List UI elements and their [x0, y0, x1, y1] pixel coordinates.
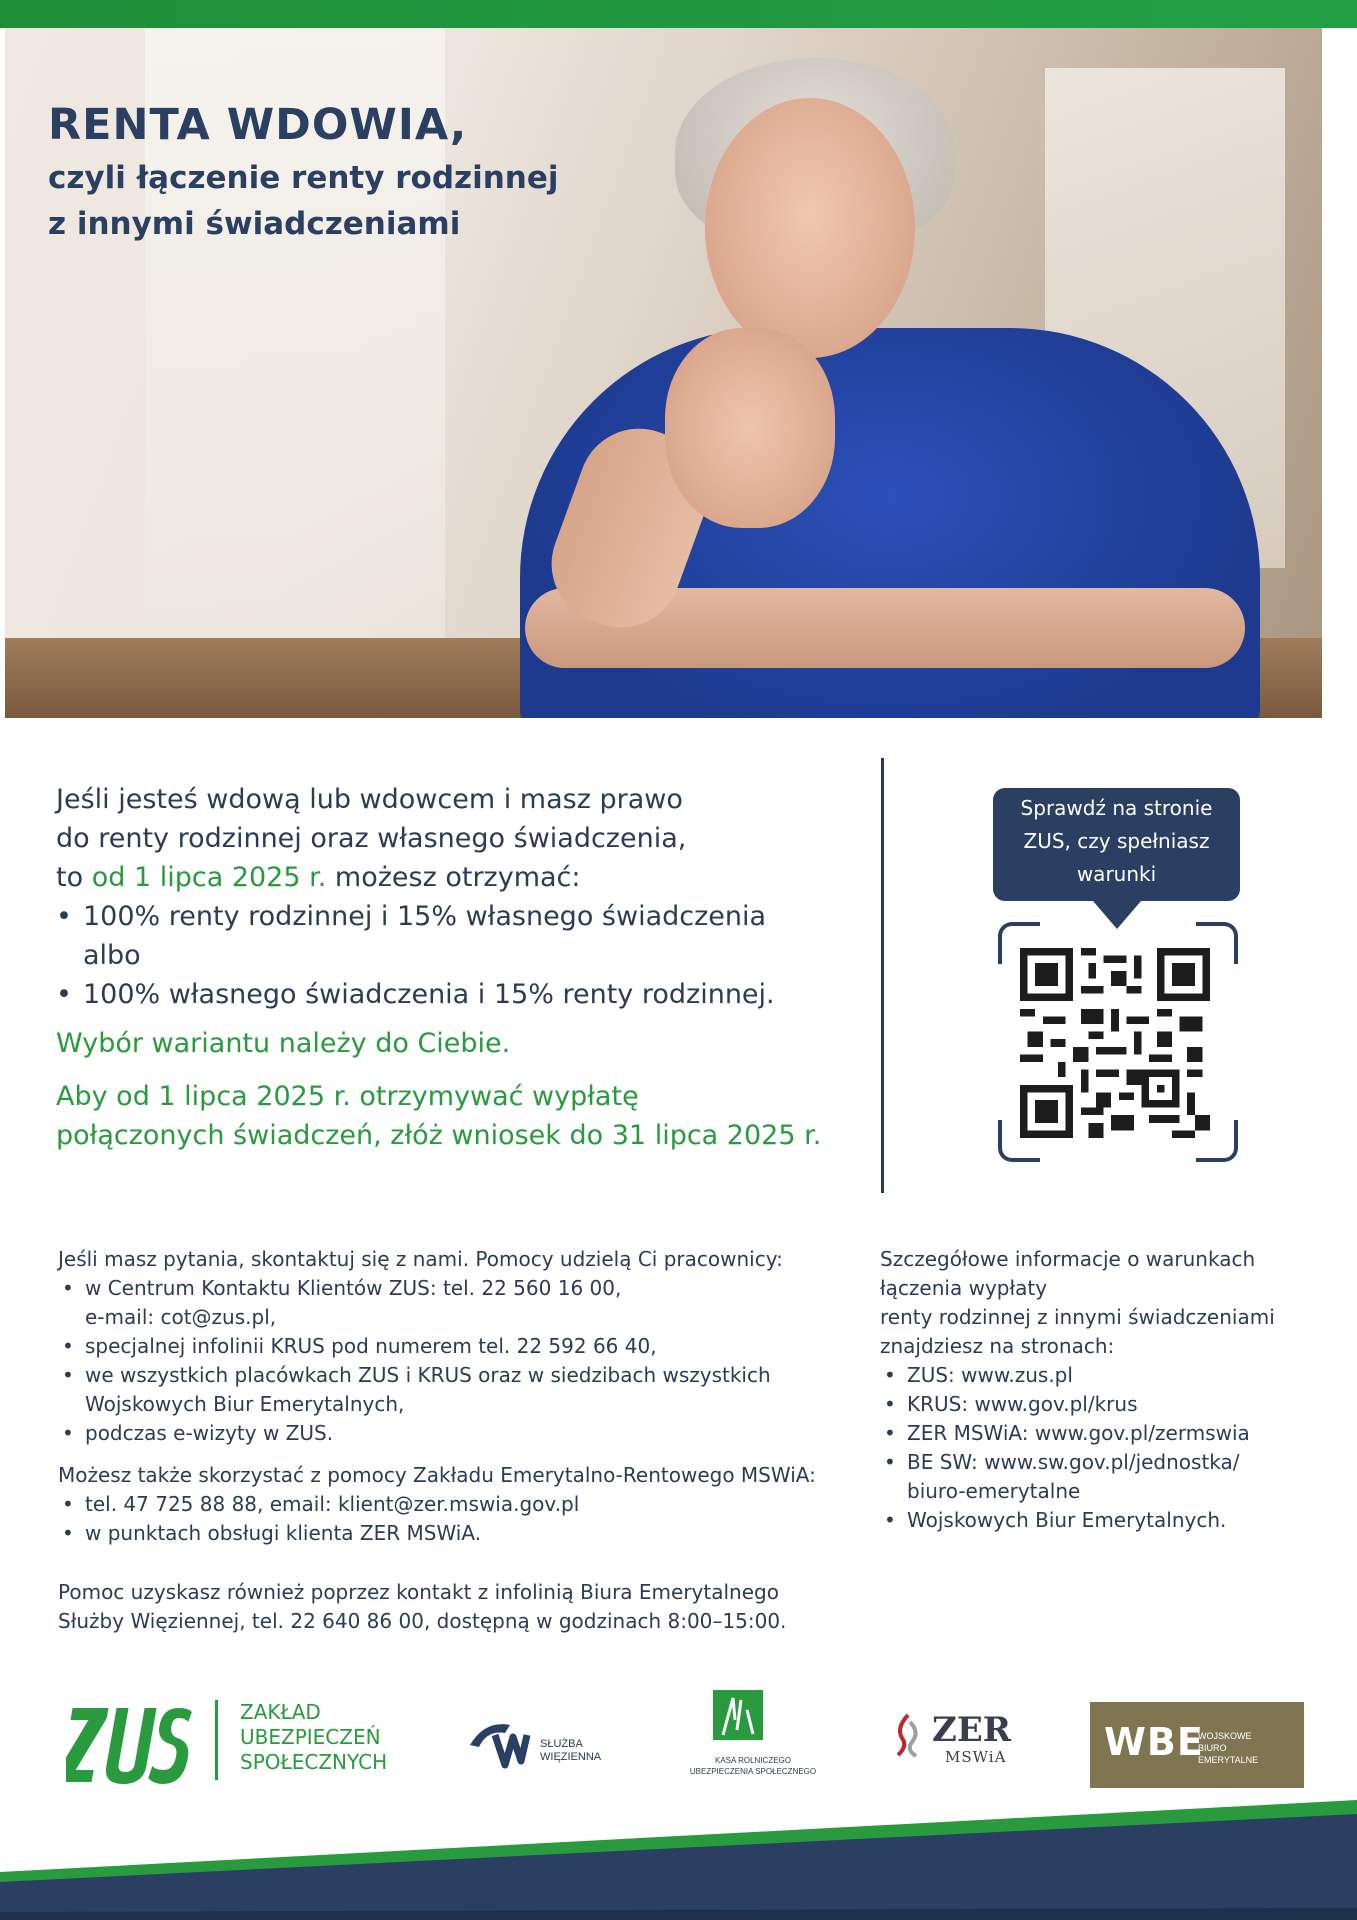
- title-sub-1: czyli łączenie renty rodzinnej: [48, 160, 559, 196]
- contact-item-1-email[interactable]: e-mail: cot@zus.pl,: [85, 1305, 277, 1329]
- mswia-item-1[interactable]: • tel. 47 725 88 88, email: klient@zer.mswia.gov.pl: [58, 1490, 858, 1519]
- vertical-divider: [881, 758, 884, 1193]
- wbe-line-3: EMERYTALNE: [1198, 1755, 1259, 1765]
- option-2: • 100% własnego świadczenia i 15% renty rodzinnej.: [56, 975, 866, 1014]
- details-intro-2: łączenia wypłaty: [880, 1276, 1048, 1300]
- lead-date: od 1 lipca 2025 r.: [91, 862, 327, 893]
- details-link-wbe: • Wojskowych Biur Emerytalnych.: [880, 1506, 1320, 1535]
- contact-item-3-cont: Wojskowych Biur Emerytalnych,: [85, 1392, 405, 1416]
- deadline-line-2: połączonych świadczeń, złóż wniosek do 31 lipca 2025 r.: [56, 1120, 822, 1151]
- lead-line-1: Jeśli jesteś wdową lub wdowcem i masz prawo: [56, 784, 683, 815]
- details-link-krus[interactable]: • KRUS: www.gov.pl/krus: [880, 1390, 1320, 1419]
- krus-line-1: KASA ROLNICZEGO: [714, 1756, 792, 1765]
- details-section: [880, 1245, 1320, 1535]
- zus-logo-divider: [215, 1700, 218, 1780]
- details-link-zer[interactable]: • ZER MSWiA: www.gov.pl/zermswia: [880, 1419, 1320, 1448]
- prison-line-2: Służby Więziennej, tel. 22 640 86 00, dostępną w godzinach 8:00–15:00.: [58, 1609, 787, 1633]
- top-green-bar: [0, 0, 1357, 28]
- wbe-logo-mark: WBE: [1104, 1720, 1204, 1764]
- krus-logo-icon: [713, 1690, 763, 1740]
- wbe-line-2: BIURO: [1198, 1743, 1227, 1753]
- bubble-line-2: ZUS, czy spełniasz: [1023, 829, 1210, 853]
- qr-code[interactable]: [1020, 948, 1210, 1138]
- option-1-cont: albo: [83, 940, 141, 971]
- details-link-besw[interactable]: • BE SW: www.sw.gov.pl/jednostka/: [880, 1448, 1320, 1477]
- details-link-besw-cont[interactable]: biuro-emerytalne: [907, 1479, 1081, 1503]
- partner-logos: [0, 1690, 1357, 1800]
- zer-emblem-icon: [888, 1710, 928, 1760]
- zus-logo-icon: [66, 1700, 196, 1790]
- sw-line-2: WIĘZIENNA: [540, 1751, 602, 1763]
- option-1: • 100% renty rodzinnej i 15% własnego świadczenia: [56, 897, 866, 936]
- wbe-line-1: WOJSKOWE: [1198, 1731, 1252, 1741]
- zus-logo-text: [240, 1700, 387, 1775]
- sw-line-1: SŁUŻBA: [540, 1738, 583, 1750]
- contact-item-3: • we wszystkich placówkach ZUS i KRUS oraz w siedzibach wszystkich: [58, 1361, 858, 1390]
- contact-item-1: • w Centrum Kontaktu Klientów ZUS: tel. 22 560 16 00,: [58, 1274, 858, 1303]
- sluzba-wiezienna-text: [540, 1738, 601, 1764]
- wbe-logo: [1090, 1702, 1304, 1788]
- main-content: [56, 780, 866, 1155]
- qr-speech-bubble: [993, 788, 1240, 901]
- deadline-line-1: Aby od 1 lipca 2025 r. otrzymywać wypłatę: [56, 1081, 639, 1112]
- details-intro-1: Szczegółowe informacje o warunkach: [880, 1247, 1256, 1271]
- contact-intro: Jeśli masz pytania, skontaktuj się z nami. Pomocy udzielą Ci pracownicy:: [58, 1247, 783, 1271]
- sluzba-wiezienna-logo-icon: [465, 1715, 535, 1775]
- lead-line-3: [56, 858, 866, 897]
- krus-line-2: UBEZPIECZENIA SPOŁECZNEGO: [689, 1767, 817, 1776]
- details-link-zus[interactable]: • ZUS: www.zus.pl: [880, 1361, 1320, 1390]
- contact-item-4: • podczas e-wizyty w ZUS.: [58, 1419, 858, 1448]
- zus-line-1: ZAKŁAD: [240, 1700, 321, 1724]
- wbe-logo-text: [1198, 1730, 1258, 1766]
- title-sub-2: z innymi świadczeniami: [48, 206, 461, 242]
- details-intro-3: renty rodzinnej z innymi świadczeniami: [880, 1305, 1275, 1329]
- prison-line-1: Pomoc uzyskasz również poprzez kontakt z infolinią Biura Emerytalnego: [58, 1580, 779, 1604]
- zer-mswia-logo: [888, 1710, 1011, 1766]
- zus-line-3: SPOŁECZNYCH: [240, 1750, 388, 1774]
- lead-line-2: do renty rodzinnej oraz własnego świadczenia,: [56, 823, 687, 854]
- hero-title: [48, 100, 559, 242]
- mswia-item-2: • w punktach obsługi klienta ZER MSWiA.: [58, 1519, 858, 1548]
- contact-section: [58, 1245, 858, 1636]
- mswia-intro: Możesz także skorzystać z pomocy Zakładu Emerytalno-Rentowego MSWiA:: [58, 1463, 816, 1487]
- lead-to: to: [56, 862, 92, 893]
- bubble-line-3: warunki: [1076, 862, 1157, 886]
- contact-item-2: • specjalnej infolinii KRUS pod numerem tel. 22 592 66 40,: [58, 1332, 858, 1361]
- bottom-decor-band: [0, 1800, 1357, 1920]
- zer-logo-sub: MSWiA: [945, 1748, 1007, 1766]
- zer-logo-name: ZER: [932, 1710, 1011, 1750]
- title-main: RENTA WDOWIA,: [48, 100, 468, 150]
- lead-end: możesz otrzymać:: [326, 862, 581, 893]
- krus-logo-text: [688, 1755, 818, 1777]
- details-intro-4: znajdziesz na stronach:: [880, 1334, 1115, 1358]
- zus-line-2: UBEZPIECZEŃ: [240, 1725, 381, 1749]
- hero-woman-face: [705, 98, 915, 358]
- hero-woman-hand: [665, 328, 835, 528]
- bubble-line-1: Sprawdź na stronie: [1020, 796, 1213, 820]
- choice-text: Wybór wariantu należy do Ciebie.: [56, 1028, 511, 1059]
